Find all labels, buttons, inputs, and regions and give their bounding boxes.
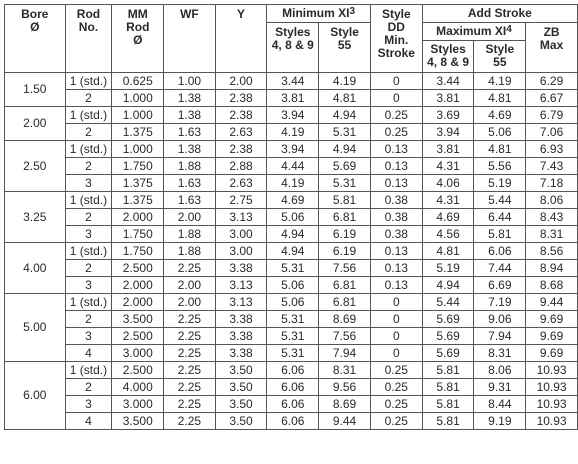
min-xi-styles-489-cell: 4.44 (267, 158, 319, 175)
table-row (5, 175, 578, 192)
table-row (5, 209, 578, 226)
max-xi-styles-489-cell: 5.69 (422, 328, 474, 345)
header-max-style55-line2: 55 (493, 55, 507, 69)
max-xi-styles-489-cell: 4.31 (422, 158, 474, 175)
max-xi-style-55-cell: 7.19 (474, 294, 526, 311)
max-xi-styles-489-cell: 4.81 (422, 243, 474, 260)
min-xi-style-55-cell: 5.31 (319, 124, 371, 141)
min-xi-styles-489-cell: 5.31 (267, 345, 319, 362)
max-xi-style-55-cell: 9.31 (474, 379, 526, 396)
min-xi-styles-489-cell: 4.19 (267, 175, 319, 192)
header-dd-line2: DD (387, 20, 405, 34)
bore-cell: 6.00 (5, 362, 66, 430)
wf-cell: 1.00 (164, 73, 216, 90)
min-xi-style-55-cell: 8.69 (319, 396, 371, 413)
max-xi-style-55-cell: 6.44 (474, 209, 526, 226)
mm-rod-cell: 1.000 (112, 107, 164, 124)
header-bore-line1: Bore (21, 7, 49, 21)
y-cell: 2.88 (215, 158, 267, 175)
header-mm-line2: Rod (126, 20, 150, 34)
max-xi-styles-489-cell: 5.44 (422, 294, 474, 311)
table-row (5, 396, 578, 413)
max-xi-styles-489-cell: 4.06 (422, 175, 474, 192)
style-dd-min-stroke-cell: 0.13 (370, 277, 422, 294)
y-cell: 3.13 (215, 294, 267, 311)
y-cell: 2.75 (215, 192, 267, 209)
style-dd-min-stroke-cell: 0 (370, 345, 422, 362)
max-xi-styles-489-cell: 5.69 (422, 311, 474, 328)
min-xi-styles-489-cell: 6.06 (267, 396, 319, 413)
min-xi-style-55-cell: 6.81 (319, 209, 371, 226)
min-xi-styles-489-cell: 5.31 (267, 311, 319, 328)
wf-cell: 1.88 (164, 226, 216, 243)
min-xi-style-55-cell: 6.19 (319, 243, 371, 260)
min-xi-style-55-cell: 6.81 (319, 294, 371, 311)
min-xi-styles-489-cell: 4.94 (267, 243, 319, 260)
mm-rod-cell: 1.375 (112, 175, 164, 192)
rod-no-cell: 1 (std.) (65, 107, 112, 124)
mm-rod-cell: 2.000 (112, 277, 164, 294)
zb-max-cell: 6.93 (526, 141, 578, 158)
style-dd-min-stroke-cell: 0 (370, 90, 422, 107)
min-xi-styles-489-cell: 6.06 (267, 413, 319, 430)
table-row (5, 311, 578, 328)
min-xi-style-55-cell: 9.56 (319, 379, 371, 396)
header-maximum-xi-note: 4 (506, 24, 512, 35)
zb-max-cell: 9.69 (526, 345, 578, 362)
max-xi-styles-489-cell: 3.81 (422, 90, 474, 107)
rod-no-cell: 1 (std.) (65, 141, 112, 158)
max-xi-style-55-cell: 7.94 (474, 328, 526, 345)
table-row (5, 328, 578, 345)
max-xi-style-55-cell: 9.06 (474, 311, 526, 328)
min-xi-styles-489-cell: 4.94 (267, 226, 319, 243)
mm-rod-cell: 2.500 (112, 362, 164, 379)
min-xi-style-55-cell: 4.19 (319, 73, 371, 90)
max-xi-styles-489-cell: 3.81 (422, 141, 474, 158)
min-xi-styles-489-cell: 5.06 (267, 277, 319, 294)
style-dd-min-stroke-cell: 0.25 (370, 124, 422, 141)
rod-no-cell: 2 (65, 260, 112, 277)
header-minimum-xi-note: 3 (349, 6, 356, 17)
rod-no-cell: 2 (65, 209, 112, 226)
min-xi-styles-489-cell: 5.06 (267, 294, 319, 311)
min-xi-styles-489-cell: 4.69 (267, 192, 319, 209)
max-xi-style-55-cell: 8.31 (474, 345, 526, 362)
y-cell: 3.38 (215, 328, 267, 345)
rod-no-cell: 3 (65, 277, 112, 294)
header-rod-line2: No. (78, 20, 99, 34)
header-maximum-xi (423, 23, 526, 41)
wf-cell: 1.38 (164, 107, 216, 124)
mm-rod-cell: 1.000 (112, 90, 164, 107)
style-dd-min-stroke-cell: 0.13 (370, 260, 422, 277)
max-xi-style-55-cell: 5.56 (474, 158, 526, 175)
max-xi-styles-489-cell: 5.81 (422, 396, 474, 413)
wf-cell: 2.25 (164, 379, 216, 396)
wf-cell: 2.25 (164, 362, 216, 379)
min-xi-styles-489-cell: 5.06 (267, 209, 319, 226)
wf-cell: 1.38 (164, 90, 216, 107)
header-minimum-xi-label: Minimum XI (282, 6, 350, 20)
rod-no-cell: 2 (65, 379, 112, 396)
zb-max-cell: 8.43 (526, 209, 578, 226)
rod-no-cell: 1 (std.) (65, 294, 112, 311)
max-xi-style-55-cell: 9.19 (474, 413, 526, 430)
header-max-styles-line2: 4, 8 & 9 (427, 55, 470, 69)
header-max-subcols (423, 41, 526, 72)
zb-max-cell: 8.06 (526, 192, 578, 209)
y-cell: 3.38 (215, 345, 267, 362)
mm-rod-cell: 1.750 (112, 243, 164, 260)
max-xi-styles-489-cell: 5.81 (422, 413, 474, 430)
table-body (5, 73, 578, 430)
y-cell: 2.38 (215, 141, 267, 158)
style-dd-min-stroke-cell: 0.13 (370, 243, 422, 260)
max-xi-styles-489-cell: 5.69 (422, 345, 474, 362)
wf-cell: 1.63 (164, 124, 216, 141)
wf-cell: 1.63 (164, 192, 216, 209)
wf-cell: 2.25 (164, 396, 216, 413)
wf-cell: 2.00 (164, 277, 216, 294)
table-row (5, 260, 578, 277)
max-xi-style-55-cell: 8.06 (474, 362, 526, 379)
zb-max-cell: 7.43 (526, 158, 578, 175)
wf-cell: 1.88 (164, 158, 216, 175)
wf-cell: 2.25 (164, 328, 216, 345)
rod-no-cell: 1 (std.) (65, 243, 112, 260)
min-xi-styles-489-cell: 3.44 (267, 73, 319, 90)
max-xi-style-55-cell: 6.06 (474, 243, 526, 260)
header-zb-max (526, 23, 578, 73)
rod-no-cell: 4 (65, 345, 112, 362)
rod-no-cell: 1 (std.) (65, 362, 112, 379)
zb-max-cell: 10.93 (526, 413, 578, 430)
zb-max-cell: 7.18 (526, 175, 578, 192)
min-xi-style-55-cell: 4.94 (319, 107, 371, 124)
zb-max-cell: 10.93 (526, 396, 578, 413)
mm-rod-cell: 2.500 (112, 328, 164, 345)
style-dd-min-stroke-cell: 0.25 (370, 396, 422, 413)
max-xi-styles-489-cell: 5.81 (422, 362, 474, 379)
mm-rod-cell: 1.375 (112, 124, 164, 141)
min-xi-styles-489-cell: 4.19 (267, 124, 319, 141)
table-row (5, 107, 578, 124)
header-min-style-55 (319, 23, 371, 73)
y-cell: 2.38 (215, 90, 267, 107)
y-cell: 3.00 (215, 243, 267, 260)
header-min-styles-line2: 4, 8 & 9 (271, 38, 314, 52)
wf-cell: 2.00 (164, 294, 216, 311)
rod-no-cell: 1 (std.) (65, 192, 112, 209)
bore-cell: 3.25 (5, 192, 66, 243)
y-cell: 3.13 (215, 209, 267, 226)
mm-rod-cell: 1.375 (112, 192, 164, 209)
header-y: Y (215, 5, 267, 73)
table-row (5, 277, 578, 294)
style-dd-min-stroke-cell: 0.25 (370, 362, 422, 379)
min-xi-styles-489-cell: 5.31 (267, 328, 319, 345)
min-xi-style-55-cell: 7.56 (319, 328, 371, 345)
style-dd-min-stroke-cell: 0.13 (370, 141, 422, 158)
header-max-styles-489 (423, 41, 475, 72)
zb-max-cell: 6.67 (526, 90, 578, 107)
rod-no-cell: 3 (65, 396, 112, 413)
table-row (5, 226, 578, 243)
header-max-style55-line1: Style (485, 42, 515, 56)
wf-cell: 1.63 (164, 175, 216, 192)
zb-max-cell: 9.44 (526, 294, 578, 311)
style-dd-min-stroke-cell: 0 (370, 311, 422, 328)
rod-no-cell: 1 (std.) (65, 73, 112, 90)
rod-no-cell: 3 (65, 328, 112, 345)
header-min-styles-line1: Styles (275, 25, 311, 39)
header-maximum-xi-label: Maximum XI (436, 24, 507, 38)
mm-rod-cell: 2.000 (112, 294, 164, 311)
max-xi-styles-489-cell: 4.31 (422, 192, 474, 209)
style-dd-min-stroke-cell: 0.25 (370, 107, 422, 124)
max-xi-style-55-cell: 4.81 (474, 141, 526, 158)
max-xi-style-55-cell: 5.06 (474, 124, 526, 141)
min-xi-style-55-cell: 4.81 (319, 90, 371, 107)
wf-cell: 1.38 (164, 141, 216, 158)
table-row (5, 73, 578, 90)
zb-max-cell: 10.93 (526, 362, 578, 379)
header-minimum-xi (267, 5, 371, 23)
bore-cell: 1.50 (5, 73, 66, 107)
max-xi-styles-489-cell: 4.56 (422, 226, 474, 243)
table-row (5, 243, 578, 260)
header-min-styles-489 (267, 23, 319, 73)
header-bore (5, 5, 66, 73)
max-xi-style-55-cell: 6.69 (474, 277, 526, 294)
header-bore-line2: Ø (30, 20, 40, 34)
wf-cell: 1.88 (164, 243, 216, 260)
table-row (5, 345, 578, 362)
mm-rod-cell: 4.000 (112, 379, 164, 396)
rod-no-cell: 3 (65, 226, 112, 243)
wf-cell: 2.25 (164, 311, 216, 328)
max-xi-style-55-cell: 4.69 (474, 107, 526, 124)
rod-no-cell: 2 (65, 90, 112, 107)
rod-no-cell: 2 (65, 124, 112, 141)
min-xi-styles-489-cell: 6.06 (267, 379, 319, 396)
mm-rod-cell: 3.000 (112, 345, 164, 362)
mm-rod-cell: 1.000 (112, 141, 164, 158)
max-xi-style-55-cell: 4.19 (474, 73, 526, 90)
style-dd-min-stroke-cell: 0 (370, 73, 422, 90)
header-dd-line1: Style (381, 7, 411, 21)
max-xi-style-55-cell: 5.81 (474, 226, 526, 243)
header-maximum-xi-block (422, 23, 526, 73)
max-xi-styles-489-cell: 4.94 (422, 277, 474, 294)
header-mm-rod (112, 5, 164, 73)
min-xi-style-55-cell: 5.81 (319, 192, 371, 209)
style-dd-min-stroke-cell: 0 (370, 294, 422, 311)
zb-max-cell: 10.93 (526, 379, 578, 396)
header-max-styles-line1: Styles (430, 42, 466, 56)
min-xi-style-55-cell: 7.94 (319, 345, 371, 362)
min-xi-style-55-cell: 8.69 (319, 311, 371, 328)
rod-no-cell: 2 (65, 158, 112, 175)
max-xi-style-55-cell: 4.81 (474, 90, 526, 107)
mm-rod-cell: 2.500 (112, 260, 164, 277)
y-cell: 3.50 (215, 413, 267, 430)
min-xi-style-55-cell: 6.19 (319, 226, 371, 243)
mm-rod-cell: 3.500 (112, 311, 164, 328)
style-dd-min-stroke-cell: 0 (370, 328, 422, 345)
table-row (5, 124, 578, 141)
min-xi-style-55-cell: 4.94 (319, 141, 371, 158)
header-wf: WF (164, 5, 216, 73)
bore-cell: 4.00 (5, 243, 66, 294)
table-row (5, 141, 578, 158)
max-xi-styles-489-cell: 3.94 (422, 124, 474, 141)
zb-max-cell: 8.94 (526, 260, 578, 277)
rod-no-cell: 3 (65, 175, 112, 192)
bore-cell: 5.00 (5, 294, 66, 362)
zb-max-cell: 8.31 (526, 226, 578, 243)
max-xi-style-55-cell: 7.44 (474, 260, 526, 277)
y-cell: 3.50 (215, 362, 267, 379)
rod-no-cell: 2 (65, 311, 112, 328)
header-rod-no (65, 5, 112, 73)
dimensions-table (4, 4, 578, 430)
style-dd-min-stroke-cell: 0.25 (370, 379, 422, 396)
zb-max-cell: 8.68 (526, 277, 578, 294)
y-cell: 2.38 (215, 107, 267, 124)
min-xi-styles-489-cell: 3.81 (267, 90, 319, 107)
y-cell: 3.00 (215, 226, 267, 243)
min-xi-styles-489-cell: 3.94 (267, 141, 319, 158)
mm-rod-cell: 3.000 (112, 396, 164, 413)
y-cell: 3.13 (215, 277, 267, 294)
min-xi-style-55-cell: 9.44 (319, 413, 371, 430)
header-min-style55-line1: Style (330, 25, 359, 39)
header-zb-line2: Max (539, 38, 564, 52)
table-row (5, 294, 578, 311)
max-xi-style-55-cell: 8.44 (474, 396, 526, 413)
wf-cell: 2.25 (164, 413, 216, 430)
header-rod-line1: Rod (76, 7, 101, 21)
y-cell: 2.00 (215, 73, 267, 90)
style-dd-min-stroke-cell: 0.25 (370, 413, 422, 430)
header-max-style-55 (474, 41, 525, 72)
wf-cell: 2.25 (164, 260, 216, 277)
mm-rod-cell: 0.625 (112, 73, 164, 90)
header-mm-line3: Ø (133, 33, 143, 47)
y-cell: 3.38 (215, 260, 267, 277)
min-xi-style-55-cell: 7.56 (319, 260, 371, 277)
header-style-dd (370, 5, 422, 73)
wf-cell: 2.25 (164, 345, 216, 362)
zb-max-cell: 8.56 (526, 243, 578, 260)
table-row (5, 362, 578, 379)
y-cell: 3.38 (215, 311, 267, 328)
style-dd-min-stroke-cell: 0.13 (370, 175, 422, 192)
max-xi-style-55-cell: 5.19 (474, 175, 526, 192)
mm-rod-cell: 1.750 (112, 226, 164, 243)
min-xi-style-55-cell: 6.81 (319, 277, 371, 294)
max-xi-styles-489-cell: 5.19 (422, 260, 474, 277)
table-row (5, 413, 578, 430)
min-xi-styles-489-cell: 3.94 (267, 107, 319, 124)
style-dd-min-stroke-cell: 0.38 (370, 209, 422, 226)
mm-rod-cell: 1.750 (112, 158, 164, 175)
zb-max-cell: 9.69 (526, 328, 578, 345)
bore-cell: 2.00 (5, 107, 66, 141)
bore-cell: 2.50 (5, 141, 66, 192)
table-row (5, 90, 578, 107)
style-dd-min-stroke-cell: 0.38 (370, 192, 422, 209)
style-dd-min-stroke-cell: 0.38 (370, 226, 422, 243)
wf-cell: 2.00 (164, 209, 216, 226)
min-xi-styles-489-cell: 5.31 (267, 260, 319, 277)
header-min-style55-line2: 55 (337, 38, 352, 52)
mm-rod-cell: 3.500 (112, 413, 164, 430)
y-cell: 3.50 (215, 396, 267, 413)
style-dd-min-stroke-cell: 0.13 (370, 158, 422, 175)
table-row (5, 379, 578, 396)
min-xi-style-55-cell: 8.31 (319, 362, 371, 379)
zb-max-cell: 9.69 (526, 311, 578, 328)
min-xi-style-55-cell: 5.69 (319, 158, 371, 175)
zb-max-cell: 7.06 (526, 124, 578, 141)
header-dd-line4: Stroke (377, 46, 415, 60)
max-xi-styles-489-cell: 4.69 (422, 209, 474, 226)
header-add-stroke: Add Stroke (422, 5, 577, 23)
mm-rod-cell: 2.000 (112, 209, 164, 226)
y-cell: 3.50 (215, 379, 267, 396)
min-xi-style-55-cell: 5.31 (319, 175, 371, 192)
zb-max-cell: 6.29 (526, 73, 578, 90)
header-mm-line1: MM (127, 7, 148, 21)
header-zb-line1: ZB (543, 25, 560, 39)
min-xi-styles-489-cell: 6.06 (267, 362, 319, 379)
max-xi-styles-489-cell: 5.81 (422, 379, 474, 396)
max-xi-styles-489-cell: 3.44 (422, 73, 474, 90)
max-xi-style-55-cell: 5.44 (474, 192, 526, 209)
rod-no-cell: 4 (65, 413, 112, 430)
table-row (5, 192, 578, 209)
y-cell: 2.63 (215, 175, 267, 192)
y-cell: 2.63 (215, 124, 267, 141)
table-row (5, 158, 578, 175)
max-xi-styles-489-cell: 3.69 (422, 107, 474, 124)
header-dd-line3: Min. (384, 33, 409, 47)
zb-max-cell: 6.79 (526, 107, 578, 124)
